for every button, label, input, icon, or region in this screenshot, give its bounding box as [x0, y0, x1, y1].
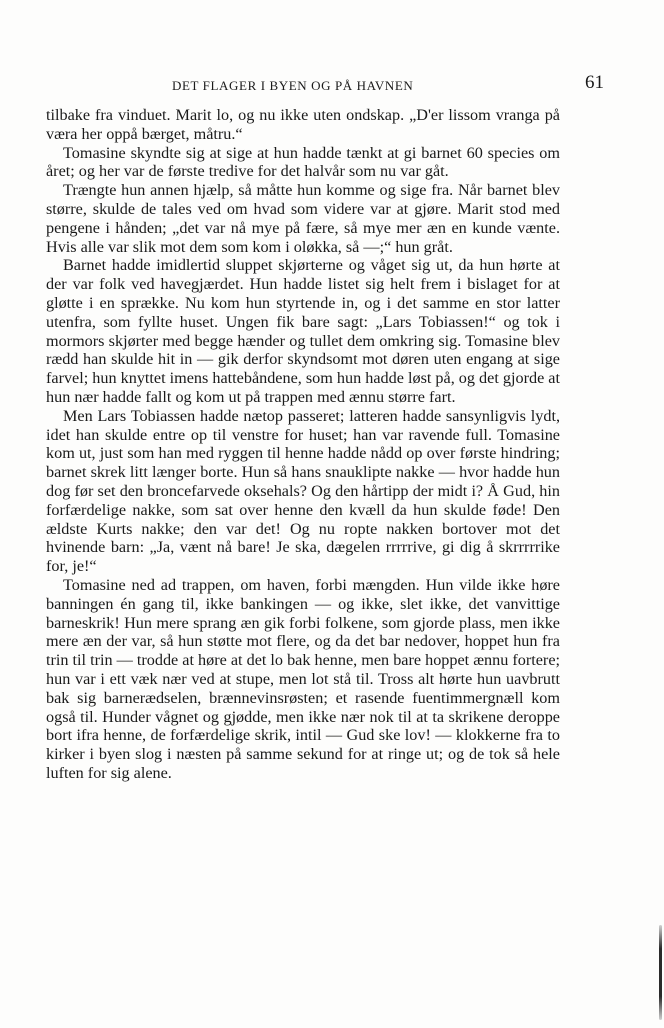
paragraph: Trængte hun annen hjælp, så måtte hun komme og sige fra. Når barnet blev større, skulde de tales ved om hvad som videre var at gjøre. Marit stod med pengene i hånden; „det var nå mye på fære, så mye mer æn en kunde vænte. Hvis alle var slik mot dem som kom i oløkka, så —;“ hun gråt. [46, 181, 560, 256]
page-number: 61 [585, 72, 604, 93]
paragraph: Barnet hadde imidlertid sluppet skjørterne og våget sig ut, da hun hørte at der var folk ved havegjærdet. Hun hadde listet sig helt frem i bislaget for at gløtte i en sprække. Nu kom hun styrtende in, og i det samme en stor latter utenfra, som fyllte huset. Ungen fik bare sagt: „Lars Tobiassen!“ og tok i mormors skjørter med begge hænder og tullet dem omkring sig. Tomasine blev rædd han skulde hit in — gik derfor skyndsomt mot døren uten engang at sige farvel; hun knyttet imens hattebåndene, som hun hadde løst på, og det gjorde at hun nær hadde fallt og kom ut på trappen med ænnu større fart. [46, 256, 560, 406]
paragraph: Tomasine skyndte sig at sige at hun hadde tænkt at gi barnet 60 species om året; og her var de første tredive for det halvår som nu var gåt. [46, 143, 560, 181]
paragraph-continuation: tilbake fra vinduet. Marit lo, og nu ikke uten ondskap. „D'er lissom vranga på væra her oppå bærget, måtru.“ [46, 106, 560, 143]
page-edge-mark [659, 925, 662, 1020]
body-text [46, 106, 560, 783]
running-head [46, 72, 606, 98]
paragraph: Tomasine ned ad trappen, om haven, forbi mængden. Hun vilde ikke høre banningen én gang til, ikke bankingen — og ikke, slet ikke, det vanvittige barneskrik! Hun mere sprang æn gik forbi folkene, som gjorde plass, men ikke mere æn der var, så hun støtte mot flere, og da det bar nedover, hoppet hun fra trin til trin — trodde at høre at det lo bak henne, men bare hoppet ænnu fortere; hun var i ett væk nær ved at stupe, men lot stå til. Tross alt hørte hun uavbrutt bak sig barnerædselen, brænnevinsrøsten; et rasende fuentimmergnæll kom også til. Hunder vågnet og gjødde, men ikke nær nok til at ta skrikene deroppe bort ifra henne, de forfærdelige skrik, intil — Gud ske lov! — klokkerne fra to kirker i byen slog i næsten på samme sekund for at ringe ut; og de tok så hele luften for sig alene. [46, 575, 560, 782]
running-title: DET FLAGER I BYEN OG PÅ HAVNEN [172, 78, 414, 93]
paragraph: Men Lars Tobiassen hadde nætop passeret; latteren hadde sansynligvis lydt, idet han skulde entre op til venstre for huset; han var ravende full. Tomasine kom ut, just som han med ryggen til henne hadde nådd op over første hindring; barnet skrek litt længer borte. Hun så hans snauklipte nakke — hvor hadde hun dog før set den broncefarvede oksehals? Og den hårtipp der midt i? Å Gud, hin forfærdelige nakke, som sat over henne den kvæll da hun skulde føde! Den ældste Kurts nakke; den var det! Og nu ropte nakken bortover mot det hvinende barn: „Ja, vænt nå bare! Je ska, dægelen rrrrrive, gi dig å skrrrrrike for, je!“ [46, 406, 560, 576]
